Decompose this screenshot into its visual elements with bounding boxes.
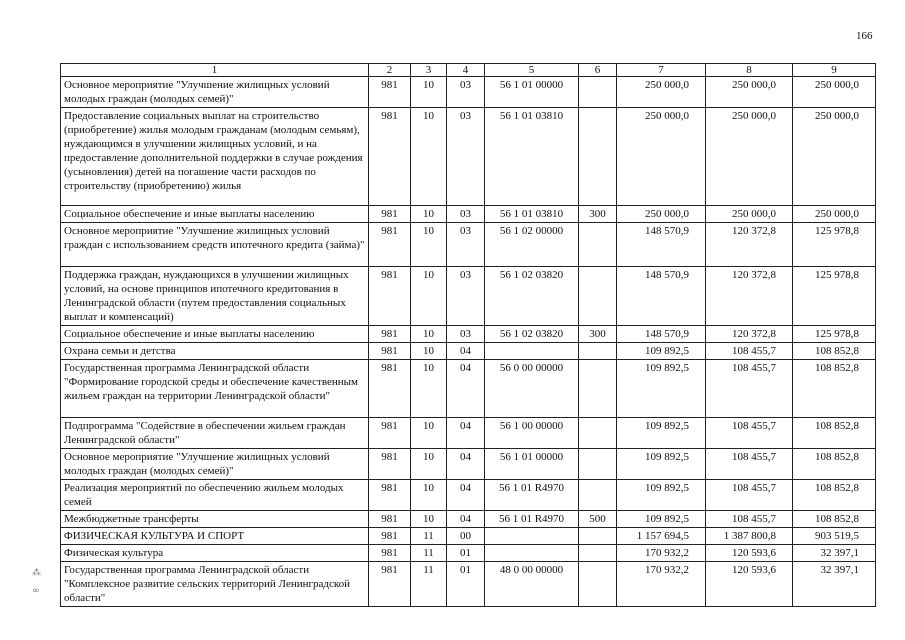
table-row [61, 511, 876, 528]
section-cell: 10 [411, 206, 447, 223]
amount-cell-1: 148 570,9 [617, 326, 706, 343]
target-article-cell: 56 1 01 03810 [485, 206, 579, 223]
row-name-cell: Межбюджетные трансферты [61, 511, 369, 528]
amount-cell-3: 903 519,5 [793, 528, 876, 545]
target-article-cell: 56 1 00 00000 [485, 418, 579, 449]
subsection-cell: 04 [447, 360, 485, 418]
row-name-cell: Государственная программа Ленинградской области "Формирование городской среды и обеспечение качественным жильем граждан на территории Ленинградской области" [61, 360, 369, 418]
amount-cell-3: 250 000,0 [793, 206, 876, 223]
section-cell: 10 [411, 267, 447, 326]
amount-cell-3: 108 852,8 [793, 343, 876, 360]
target-article-cell: 56 1 02 00000 [485, 223, 579, 267]
target-article-cell [485, 528, 579, 545]
margin-scan-mark: ⁂ [32, 568, 41, 578]
grbs-cell: 981 [369, 511, 411, 528]
amount-cell-2: 120 593,6 [706, 545, 793, 562]
target-article-cell: 56 1 02 03820 [485, 267, 579, 326]
amount-cell-2: 108 455,7 [706, 418, 793, 449]
subsection-cell: 03 [447, 206, 485, 223]
header-cell: 6 [579, 64, 617, 77]
subsection-cell: 04 [447, 480, 485, 511]
subsection-cell: 04 [447, 418, 485, 449]
amount-cell-3: 125 978,8 [793, 223, 876, 267]
amount-cell-2: 120 372,8 [706, 267, 793, 326]
grbs-cell: 981 [369, 528, 411, 545]
table-row [61, 267, 876, 326]
amount-cell-1: 250 000,0 [617, 77, 706, 108]
table-row [61, 326, 876, 343]
expense-type-cell [579, 480, 617, 511]
table-row [61, 562, 876, 607]
table-row [61, 480, 876, 511]
target-article-cell [485, 545, 579, 562]
amount-cell-1: 109 892,5 [617, 511, 706, 528]
expense-type-cell [579, 77, 617, 108]
amount-cell-2: 108 455,7 [706, 449, 793, 480]
amount-cell-1: 250 000,0 [617, 108, 706, 206]
header-cell: 3 [411, 64, 447, 77]
amount-cell-1: 109 892,5 [617, 449, 706, 480]
target-article-cell [485, 343, 579, 360]
section-cell: 10 [411, 223, 447, 267]
amount-cell-2: 108 455,7 [706, 343, 793, 360]
header-cell: 2 [369, 64, 411, 77]
section-cell: 10 [411, 360, 447, 418]
expense-type-cell [579, 223, 617, 267]
row-name-cell: Основное мероприятие "Улучшение жилищных условий молодых граждан (молодых семей)" [61, 77, 369, 108]
section-cell: 10 [411, 449, 447, 480]
subsection-cell: 01 [447, 545, 485, 562]
grbs-cell: 981 [369, 360, 411, 418]
expense-type-cell [579, 545, 617, 562]
subsection-cell: 03 [447, 108, 485, 206]
subsection-cell: 03 [447, 223, 485, 267]
expense-type-cell [579, 360, 617, 418]
amount-cell-2: 250 000,0 [706, 206, 793, 223]
amount-cell-3: 125 978,8 [793, 326, 876, 343]
amount-cell-1: 170 932,2 [617, 562, 706, 607]
amount-cell-2: 250 000,0 [706, 108, 793, 206]
row-name-cell: Социальное обеспечение и иные выплаты населению [61, 326, 369, 343]
header-cell: 4 [447, 64, 485, 77]
target-article-cell: 48 0 00 00000 [485, 562, 579, 607]
table-row [61, 77, 876, 108]
grbs-cell: 981 [369, 343, 411, 360]
table-row [61, 108, 876, 206]
expense-type-cell [579, 449, 617, 480]
amount-cell-1: 109 892,5 [617, 480, 706, 511]
target-article-cell: 56 1 01 R4970 [485, 480, 579, 511]
amount-cell-2: 120 372,8 [706, 326, 793, 343]
grbs-cell: 981 [369, 326, 411, 343]
amount-cell-1: 1 157 694,5 [617, 528, 706, 545]
header-cell: 1 [61, 64, 369, 77]
amount-cell-1: 109 892,5 [617, 418, 706, 449]
table-row [61, 449, 876, 480]
row-name-cell: Предоставление социальных выплат на строительство (приобретение) жилья молодым гражданам (молодым семьям), нуждающимся в улучшении жилищных условий, и на предоставление дополнительной поддержки в случае рождения (усыновления) детей на погашение части расходов по строительству (приобретению) жилья [61, 108, 369, 206]
amount-cell-3: 250 000,0 [793, 108, 876, 206]
subsection-cell: 04 [447, 511, 485, 528]
amount-cell-2: 1 387 800,8 [706, 528, 793, 545]
expense-type-cell [579, 267, 617, 326]
expense-type-cell [579, 343, 617, 360]
amount-cell-3: 32 397,1 [793, 545, 876, 562]
section-cell: 10 [411, 108, 447, 206]
table-row [61, 223, 876, 267]
grbs-cell: 981 [369, 206, 411, 223]
row-name-cell: Основное мероприятие "Улучшение жилищных условий молодых граждан (молодых семей)" [61, 449, 369, 480]
subsection-cell: 04 [447, 343, 485, 360]
row-name-cell: Основное мероприятие "Улучшение жилищных условий граждан с использованием средств ипотечного кредита (займа)" [61, 223, 369, 267]
expense-type-cell [579, 108, 617, 206]
expense-type-cell: 500 [579, 511, 617, 528]
row-name-cell: Реализация мероприятий по обеспечению жильем молодых семей [61, 480, 369, 511]
grbs-cell: 981 [369, 223, 411, 267]
header-cell: 9 [793, 64, 876, 77]
amount-cell-3: 32 397,1 [793, 562, 876, 607]
target-article-cell: 56 1 01 00000 [485, 77, 579, 108]
target-article-cell: 56 1 02 03820 [485, 326, 579, 343]
grbs-cell: 981 [369, 267, 411, 326]
grbs-cell: 981 [369, 77, 411, 108]
amount-cell-2: 108 455,7 [706, 480, 793, 511]
table-row [61, 360, 876, 418]
grbs-cell: 981 [369, 108, 411, 206]
row-name-cell: Поддержка граждан, нуждающихся в улучшении жилищных условий, на основе принципов ипотечного кредитования в Ленинградской области (путем предоставления социальных выплат и компенсаций) [61, 267, 369, 326]
header-cell: 8 [706, 64, 793, 77]
row-name-cell: Физическая культура [61, 545, 369, 562]
amount-cell-3: 108 852,8 [793, 418, 876, 449]
expense-type-cell: 300 [579, 206, 617, 223]
row-name-cell: Охрана семьи и детства [61, 343, 369, 360]
budget-table [60, 63, 876, 607]
section-cell: 10 [411, 418, 447, 449]
grbs-cell: 981 [369, 562, 411, 607]
target-article-cell: 56 1 01 00000 [485, 449, 579, 480]
amount-cell-3: 108 852,8 [793, 360, 876, 418]
grbs-cell: 981 [369, 418, 411, 449]
amount-cell-2: 108 455,7 [706, 360, 793, 418]
expense-type-cell: 300 [579, 326, 617, 343]
subsection-cell: 03 [447, 267, 485, 326]
table-row [61, 418, 876, 449]
subsection-cell: 04 [447, 449, 485, 480]
table-header-row [61, 64, 876, 77]
subsection-cell: 03 [447, 77, 485, 108]
amount-cell-3: 108 852,8 [793, 480, 876, 511]
section-cell: 10 [411, 77, 447, 108]
section-cell: 11 [411, 545, 447, 562]
row-name-cell: Подпрограмма "Содействие в обеспечении жильем граждан Ленинградской области" [61, 418, 369, 449]
amount-cell-1: 109 892,5 [617, 360, 706, 418]
amount-cell-1: 148 570,9 [617, 267, 706, 326]
expense-type-cell [579, 562, 617, 607]
section-cell: 10 [411, 480, 447, 511]
subsection-cell: 03 [447, 326, 485, 343]
amount-cell-2: 250 000,0 [706, 77, 793, 108]
section-cell: 10 [411, 511, 447, 528]
grbs-cell: 981 [369, 480, 411, 511]
table-row [61, 343, 876, 360]
section-cell: 11 [411, 562, 447, 607]
section-cell: 11 [411, 528, 447, 545]
amount-cell-2: 108 455,7 [706, 511, 793, 528]
amount-cell-2: 120 372,8 [706, 223, 793, 267]
expense-type-cell [579, 528, 617, 545]
row-name-cell: ФИЗИЧЕСКАЯ КУЛЬТУРА И СПОРТ [61, 528, 369, 545]
subsection-cell: 01 [447, 562, 485, 607]
grbs-cell: 981 [369, 545, 411, 562]
amount-cell-3: 250 000,0 [793, 77, 876, 108]
target-article-cell: 56 1 01 03810 [485, 108, 579, 206]
section-cell: 10 [411, 326, 447, 343]
margin-scan-mark: ∞ [32, 586, 40, 596]
target-article-cell: 56 0 00 00000 [485, 360, 579, 418]
row-name-cell: Государственная программа Ленинградской области "Комплексное развитие сельских территорий Ленинградской области" [61, 562, 369, 607]
header-cell: 7 [617, 64, 706, 77]
amount-cell-3: 108 852,8 [793, 449, 876, 480]
amount-cell-1: 250 000,0 [617, 206, 706, 223]
amount-cell-2: 120 593,6 [706, 562, 793, 607]
amount-cell-1: 148 570,9 [617, 223, 706, 267]
row-name-cell: Социальное обеспечение и иные выплаты населению [61, 206, 369, 223]
grbs-cell: 981 [369, 449, 411, 480]
page-number: 166 [856, 30, 873, 42]
subsection-cell: 00 [447, 528, 485, 545]
amount-cell-1: 170 932,2 [617, 545, 706, 562]
header-cell: 5 [485, 64, 579, 77]
table-row [61, 206, 876, 223]
amount-cell-3: 108 852,8 [793, 511, 876, 528]
amount-cell-1: 109 892,5 [617, 343, 706, 360]
target-article-cell: 56 1 01 R4970 [485, 511, 579, 528]
section-cell: 10 [411, 343, 447, 360]
table-row [61, 528, 876, 545]
table-row [61, 545, 876, 562]
expense-type-cell [579, 418, 617, 449]
amount-cell-3: 125 978,8 [793, 267, 876, 326]
